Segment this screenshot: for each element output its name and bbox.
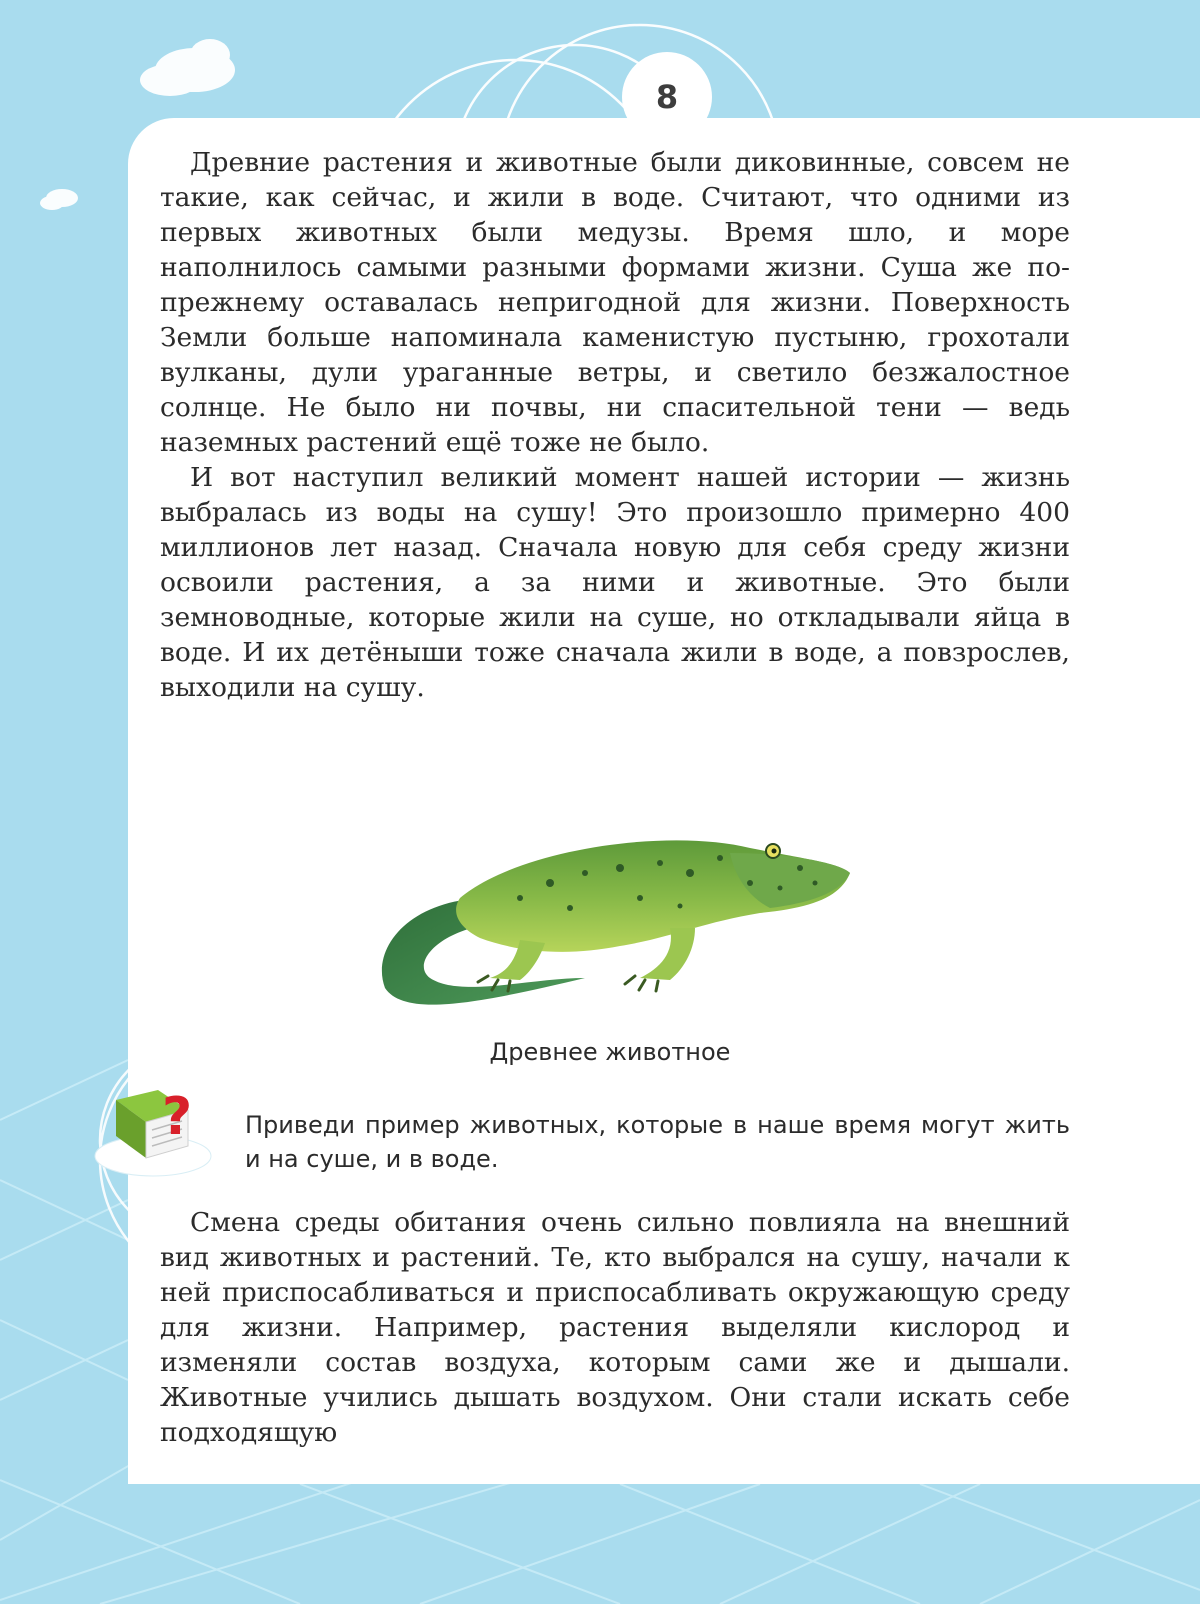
text-block-bottom [160,1205,1070,1450]
paragraph: И вот наступил великий момент нашей истории — жизнь выбралась из воды на сушу! Это произошло примерно 400 миллионов лет назад. Сначала новую для себя среду жизни освоили растения, а за ними и животные. Это были земноводные, которые жили на суше, но откладывали яйца в воде. И их детёныши тоже сначала жили в воде, а повзрослев, выходили на сушу. [160,462,1070,703]
paragraph: Смена среды обитания очень сильно повлияла на внешний вид животных и растений. Те, кто выбрался на сушу, начали к ней приспосабливаться и приспосабливать окружающую среду для жизни. Например, растения выделяли кислород и изменяли состав воздуха, которым сами же и дышали. Животные учились дышать воздухом. Они стали искать себе подходящую [160,1207,1070,1448]
ancient-amphibian-illustration [370,828,870,1028]
question-book-icon [88,1068,218,1180]
figure-caption: Древнее животное [489,1038,731,1066]
question-text: Приведи пример животных, которые в наше время могут жить и на суше, и в воде. [245,1111,1070,1173]
paragraph: Древние растения и животные были диковинные, совсем не такие, как сейчас, и жили в воде. Считают, что одними из первых животных были медузы. Время шло, и море наполнилось самыми разными формами жизни. Суша же по-прежнему оставалась непригодной для жизни. Поверхность Земли больше напоминала каменистую пустыню, грохотали вулканы, дули ураганные ветры, и светило безжалостное солнце. Не было ни почвы, ни спасительной тени — ведь наземных растений ещё тоже не было. [160,147,1070,458]
svg-text:?: ? [162,1087,193,1147]
page-number: 8 [622,52,712,142]
text-block-top [160,145,1070,705]
